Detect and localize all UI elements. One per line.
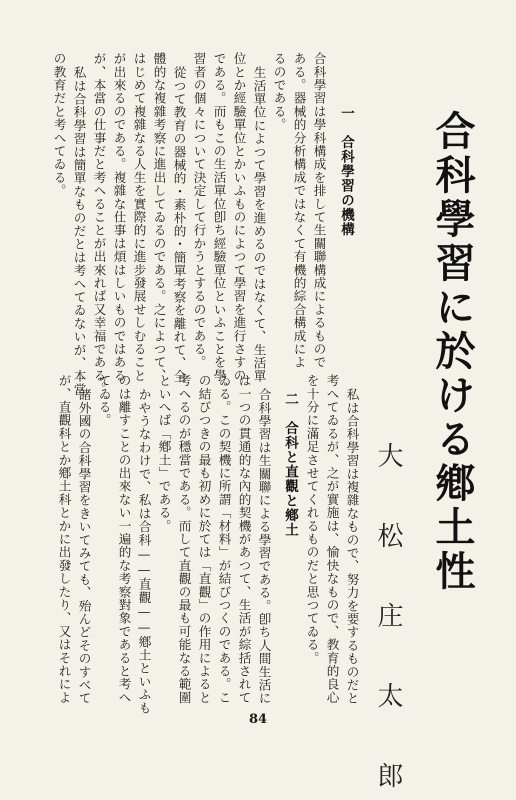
text-line: が、本當の仕事だと考へることが出來れば又幸福である。 (91, 52, 107, 396)
text-line: 體的な複雜考察に進出してゐるのである。之によつて、 (151, 52, 167, 382)
text-line: は一つの貫通的な內的契機があつて、生活が綜括されて (236, 374, 252, 704)
text-line: 位とか經驗單位とかいふものによつて學習を進行さすの (231, 52, 247, 382)
text-line: 合科學習は學科構成を排して生關聯構成によるもので (311, 52, 327, 369)
text-line: の教育だと考へてゐる。 (51, 52, 67, 198)
text-line: 諸外國の合科學習をきいてみても、殆んどそのすべて (76, 388, 92, 705)
text-line: の結びつきの最も初めに於ては「直觀」の作用によると (196, 374, 212, 704)
text-line: のは離すことの出來ない一遍的な考察對象であると考へ (116, 374, 132, 704)
text-line: かやうなわけで、私は合科——直觀——鄕土といふも (136, 388, 152, 715)
text-line: 從つて教育の器械的・素朴的・簡單考察を離れて、全 (171, 66, 187, 383)
text-line: 考へてゐるが、之が實施は、愉快なもので、教育的良心 (324, 374, 340, 704)
text-line: 私は合科學習は簡單なものだとは考へてゐないが、本當 (71, 66, 87, 396)
section-heading-1: 一 合科學習の機構 (338, 106, 354, 237)
text-line: が、直觀科とか鄕土科とかに出發したり、又はそれによ (56, 374, 72, 704)
text-line: 考へるのが穩當である。而して直觀の最も可能なる範圍 (176, 374, 192, 704)
page-number: 84 (248, 712, 268, 727)
text-line: てゐる。 (96, 374, 112, 427)
section-heading-2: 二 合科と直觀と鄕土 (282, 392, 298, 537)
text-line: ゐる。この契機に所謂「材料」が結びつくのである。こ (216, 374, 232, 704)
text-line: 私は合科學習は複雜なもので、努力を要するものだと (344, 388, 360, 705)
article-title: 合科學習に於ける鄕土性 (429, 110, 475, 594)
text-line: はじめて複雜なる人生を實際的に進步發展せしむること (131, 52, 147, 382)
text-line: 生活單位によつて學習を進めるのではなくて、生活單 (251, 66, 267, 383)
text-line: 習者の個々について決定して行かうとするのである。 (191, 52, 207, 369)
text-line: を十分に滿足させてくれるものだと思つてゐる。 (304, 374, 320, 665)
text-line: るのである。 (271, 52, 287, 132)
text-line: である。而もこの生活單位卽ち經驗單位といふことを學 (211, 52, 227, 382)
article-author: 大 松 庄 太 郎 (373, 442, 403, 800)
text-line: 合科學習は生關聯による學習である。卽ち人間生活に (256, 388, 272, 705)
text-line: といへば「鄕土」である。 (156, 374, 172, 533)
text-line: が出來るのである。複雜な仕事は煩はしいものではある (111, 52, 127, 382)
text-line: ある。器械的分析構成ではなくて有機的綜合構成によ (291, 52, 307, 369)
